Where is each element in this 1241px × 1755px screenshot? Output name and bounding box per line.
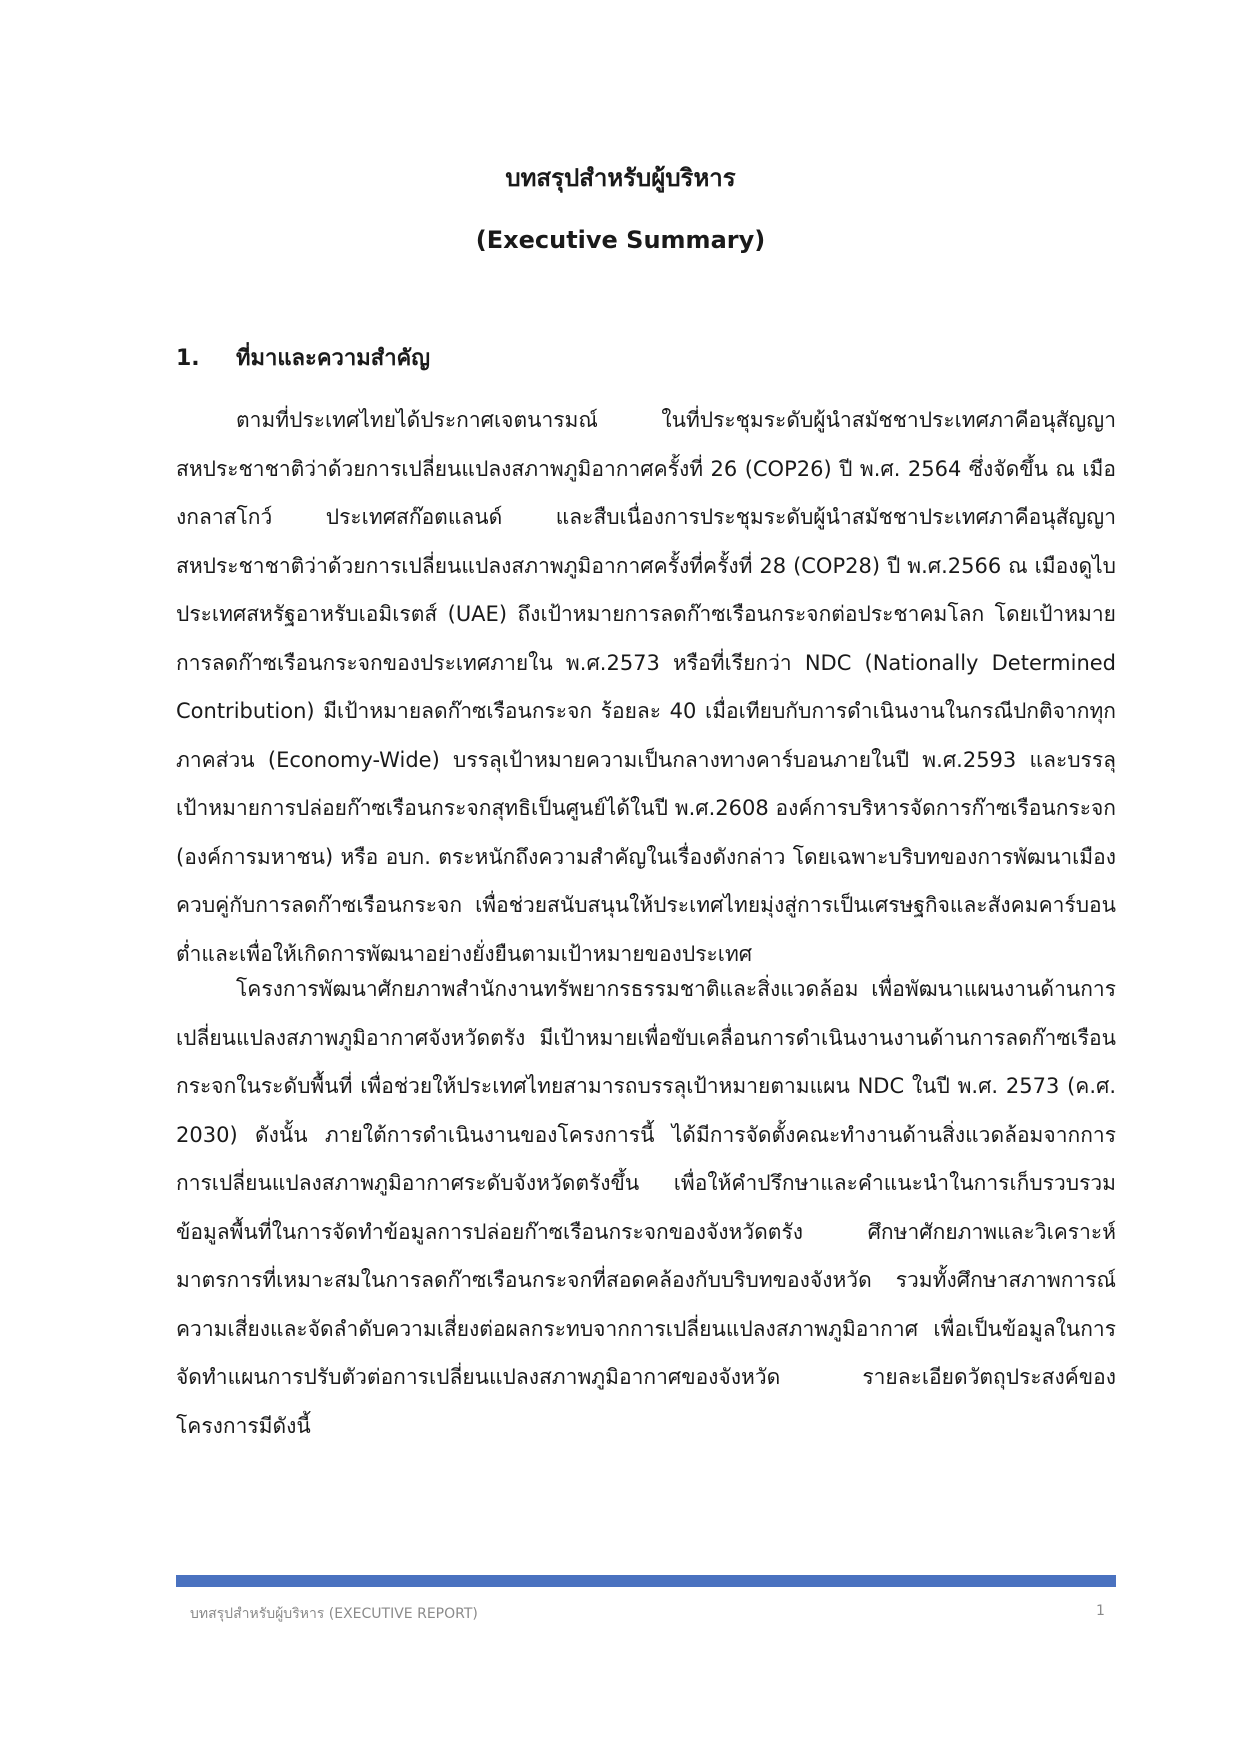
section-heading: [176, 340, 430, 375]
section-number: 1.: [176, 346, 200, 371]
page-subtitle: (Executive Summary): [475, 226, 766, 254]
section-title: ที่มาและความสำคัญ: [236, 346, 431, 371]
body-paragraph: ตามที่ประเทศไทยได้ประกาศเจตนารมณ์ ในที่ประชุมระดับผู้นำสมัชชาประเทศภาคีอนุสัญญาสหประชาชาติว่าด้วยการเปลี่ยนแปลงสภาพภูมิอากาศครั้งที่ 26 (COP26) ปี พ.ศ. 2564 ซึ่งจัดขึ้น ณ เมืองกลาสโกว์ ประเทศสก๊อตแลนด์ และสืบเนื่องการประชุมระดับผู้นำสมัชชาประเทศภาคีอนุสัญญาสหประชาชาติว่าด้วยการเปลี่ยนแปลงสภาพภูมิอากาศครั้งที่ครั้งที่ 28 (COP28) ปี พ.ศ.2566 ณ เมืองดูไบ ประเทศสหรัฐอาหรับเอมิเรตส์ (UAE) ถึงเป้าหมายการลดก๊าซเรือนกระจกต่อประชาคมโลก โดยเป้าหมายการลดก๊าซเรือนกระจกของประเทศภายใน พ.ศ.2573 หรือที่เรียกว่า NDC (Nationally Determined Contribution) มีเป้าหมายลดก๊าซเรือนกระจก ร้อยละ 40 เมื่อเทียบกับการดำเนินงานในกรณีปกติจากทุกภาคส่วน (Economy-Wide) บรรลุเป้าหมายความเป็นกลางทางคาร์บอนภายในปี พ.ศ.2593 และบรรลุเป้าหมายการปล่อยก๊าซเรือนกระจกสุทธิเป็นศูนย์ได้ในปี พ.ศ.2608 องค์การบริหารจัดการก๊าซเรือนกระจก (องค์การมหาชน) หรือ อบก. ตระหนักถึงความสำคัญในเรื่องดังกล่าว โดยเฉพาะบริบทของการพัฒนาเมืองควบคู่กับการลดก๊าซเรือนกระจก เพื่อช่วยสนับสนุนให้ประเทศไทยมุ่งสู่การเป็นเศรษฐกิจและสังคมคาร์บอนต่ำและเพื่อให้เกิดการพัฒนาอย่างยั่งยืนตามเป้าหมายของประเทศ: [176, 408, 1116, 966]
page-number: 1: [1096, 1603, 1105, 1619]
footer-label: บทสรุปสำหรับผู้บริหาร (EXECUTIVE REPORT): [190, 1606, 478, 1622]
footer-divider-bar: [176, 1575, 1116, 1587]
page-title: บทสรุปสำหรับผู้บริหาร: [505, 164, 736, 192]
body-paragraph: โครงการพัฒนาศักยภาพสำนักงานทรัพยากรธรรมชาติและสิ่งแวดล้อม เพื่อพัฒนาแผนงานด้านการเปลี่ยนแปลงสภาพภูมิอากาศจังหวัดตรัง มีเป้าหมายเพื่อขับเคลื่อนการดำเนินงานงานด้านการลดก๊าซเรือนกระจกในระดับพื้นที่ เพื่อช่วยให้ประเทศไทยสามารถบรรลุเป้าหมายตามแผน NDC ในปี พ.ศ. 2573 (ค.ศ. 2030) ดังนั้น ภายใต้การดำเนินงานของโครงการนี้ ได้มีการจัดตั้งคณะทำงานด้านสิ่งแวดล้อมจากการการเปลี่ยนแปลงสภาพภูมิอากาศระดับจังหวัดตรังขึ้น เพื่อให้คำปรึกษาและคำแนะนำในการเก็บรวบรวมข้อมูลพื้นที่ในการจัดทำข้อมูลการปล่อยก๊าซเรือนกระจกของจังหวัดตรัง ศึกษาศักยภาพและวิเคราะห์มาตรการที่เหมาะสมในการลดก๊าซเรือนกระจกที่สอดคล้องกับบริบทของจังหวัด รวมทั้งศึกษาสภาพการณ์ความเสี่ยงและจัดลำดับความเสี่ยงต่อผลกระทบจากการเปลี่ยนแปลงสภาพภูมิอากาศ เพื่อเป็นข้อมูลในการจัดทำแผนการปรับตัวต่อการเปลี่ยนแปลงสภาพภูมิอากาศของจังหวัด รายละเอียดวัตถุประสงค์ของโครงการมีดังนี้: [176, 977, 1116, 1438]
